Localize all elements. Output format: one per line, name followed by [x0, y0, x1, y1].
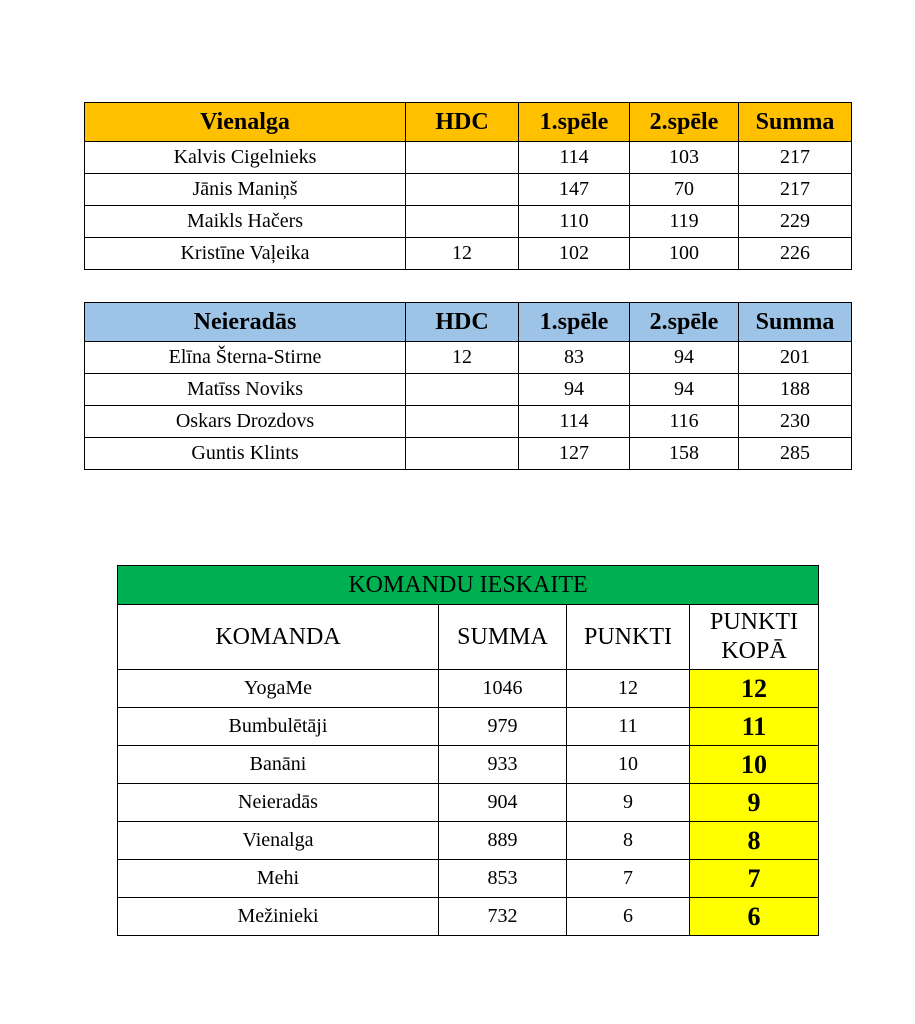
- team-sum: 933: [439, 746, 567, 784]
- table-row: [118, 670, 819, 708]
- player-name: Oskars Drozdovs: [85, 406, 406, 438]
- team-name: Mehi: [118, 860, 439, 898]
- game2-score: 94: [630, 342, 739, 374]
- game1-score: 127: [519, 438, 630, 470]
- hdc-value: [406, 174, 519, 206]
- table-row: [85, 406, 852, 438]
- sum-header: Summa: [739, 303, 852, 342]
- table-row: [118, 746, 819, 784]
- team-points: 12: [567, 670, 690, 708]
- team-total-points: 7: [690, 860, 819, 898]
- table-row: [85, 238, 852, 270]
- player-name: Maikls Hačers: [85, 206, 406, 238]
- player-name: Kristīne Vaļeika: [85, 238, 406, 270]
- game1-score: 114: [519, 142, 630, 174]
- team-sum: 979: [439, 708, 567, 746]
- team-name-header: Vienalga: [85, 103, 406, 142]
- team-total-points: 11: [690, 708, 819, 746]
- team-points: 8: [567, 822, 690, 860]
- table-row: [118, 898, 819, 936]
- hdc-value: [406, 406, 519, 438]
- game1-score: 147: [519, 174, 630, 206]
- hdc-value: [406, 142, 519, 174]
- team-table-header: [85, 103, 852, 142]
- game2-score: 94: [630, 374, 739, 406]
- player-name: Jānis Maniņš: [85, 174, 406, 206]
- hdc-header: HDC: [406, 103, 519, 142]
- sum-score: 188: [739, 374, 852, 406]
- team-table-neieradas: [84, 302, 852, 470]
- game2-score: 103: [630, 142, 739, 174]
- team-points: 11: [567, 708, 690, 746]
- team-column-header: KOMANDA: [118, 605, 439, 670]
- sum-score: 217: [739, 142, 852, 174]
- team-points: 7: [567, 860, 690, 898]
- game2-score: 116: [630, 406, 739, 438]
- sum-score: 229: [739, 206, 852, 238]
- table-row: [85, 374, 852, 406]
- team-total-points: 6: [690, 898, 819, 936]
- game2-score: 119: [630, 206, 739, 238]
- team-sum: 732: [439, 898, 567, 936]
- team-points: 10: [567, 746, 690, 784]
- hdc-value: 12: [406, 342, 519, 374]
- team-name-header: Neieradās: [85, 303, 406, 342]
- hdc-value: [406, 206, 519, 238]
- team-sum: 853: [439, 860, 567, 898]
- sum-column-header: SUMMA: [439, 605, 567, 670]
- team-sum: 904: [439, 784, 567, 822]
- game1-score: 110: [519, 206, 630, 238]
- table-row: [118, 822, 819, 860]
- team-name: Neieradās: [118, 784, 439, 822]
- sum-score: 230: [739, 406, 852, 438]
- standings-header: [118, 605, 819, 670]
- game1-score: 83: [519, 342, 630, 374]
- team-total-points: 10: [690, 746, 819, 784]
- table-row: [85, 438, 852, 470]
- team-total-points: 12: [690, 670, 819, 708]
- team-name: Mežinieki: [118, 898, 439, 936]
- team-name: Banāni: [118, 746, 439, 784]
- player-name: Matīss Noviks: [85, 374, 406, 406]
- team-table-header: [85, 303, 852, 342]
- game2-header: 2.spēle: [630, 303, 739, 342]
- sum-header: Summa: [739, 103, 852, 142]
- hdc-header: HDC: [406, 303, 519, 342]
- points-column-header: PUNKTI: [567, 605, 690, 670]
- team-points: 9: [567, 784, 690, 822]
- table-row: [118, 784, 819, 822]
- total-points-column-header: PUNKTI KOPĀ: [690, 605, 819, 670]
- team-total-points: 9: [690, 784, 819, 822]
- player-name: Elīna Šterna-Stirne: [85, 342, 406, 374]
- table-row: [85, 174, 852, 206]
- team-total-points: 8: [690, 822, 819, 860]
- game2-score: 158: [630, 438, 739, 470]
- game1-header: 1.spēle: [519, 103, 630, 142]
- game2-header: 2.spēle: [630, 103, 739, 142]
- team-name: YogaMe: [118, 670, 439, 708]
- hdc-value: 12: [406, 238, 519, 270]
- sum-score: 285: [739, 438, 852, 470]
- player-name: Guntis Klints: [85, 438, 406, 470]
- team-sum: 1046: [439, 670, 567, 708]
- team-table-vienalga: [84, 102, 852, 270]
- team-name: Vienalga: [118, 822, 439, 860]
- hdc-value: [406, 374, 519, 406]
- sum-score: 226: [739, 238, 852, 270]
- team-points: 6: [567, 898, 690, 936]
- team-name: Bumbulētāji: [118, 708, 439, 746]
- table-row: [85, 342, 852, 374]
- sum-score: 217: [739, 174, 852, 206]
- game1-header: 1.spēle: [519, 303, 630, 342]
- team-sum: 889: [439, 822, 567, 860]
- game2-score: 100: [630, 238, 739, 270]
- game1-score: 102: [519, 238, 630, 270]
- table-row: [118, 860, 819, 898]
- game2-score: 70: [630, 174, 739, 206]
- team-standings-table: [117, 565, 819, 936]
- sum-score: 201: [739, 342, 852, 374]
- standings-title: KOMANDU IESKAITE: [118, 566, 819, 605]
- table-row: [85, 206, 852, 238]
- table-row: [118, 708, 819, 746]
- table-row: [85, 142, 852, 174]
- game1-score: 114: [519, 406, 630, 438]
- player-name: Kalvis Cigelnieks: [85, 142, 406, 174]
- hdc-value: [406, 438, 519, 470]
- game1-score: 94: [519, 374, 630, 406]
